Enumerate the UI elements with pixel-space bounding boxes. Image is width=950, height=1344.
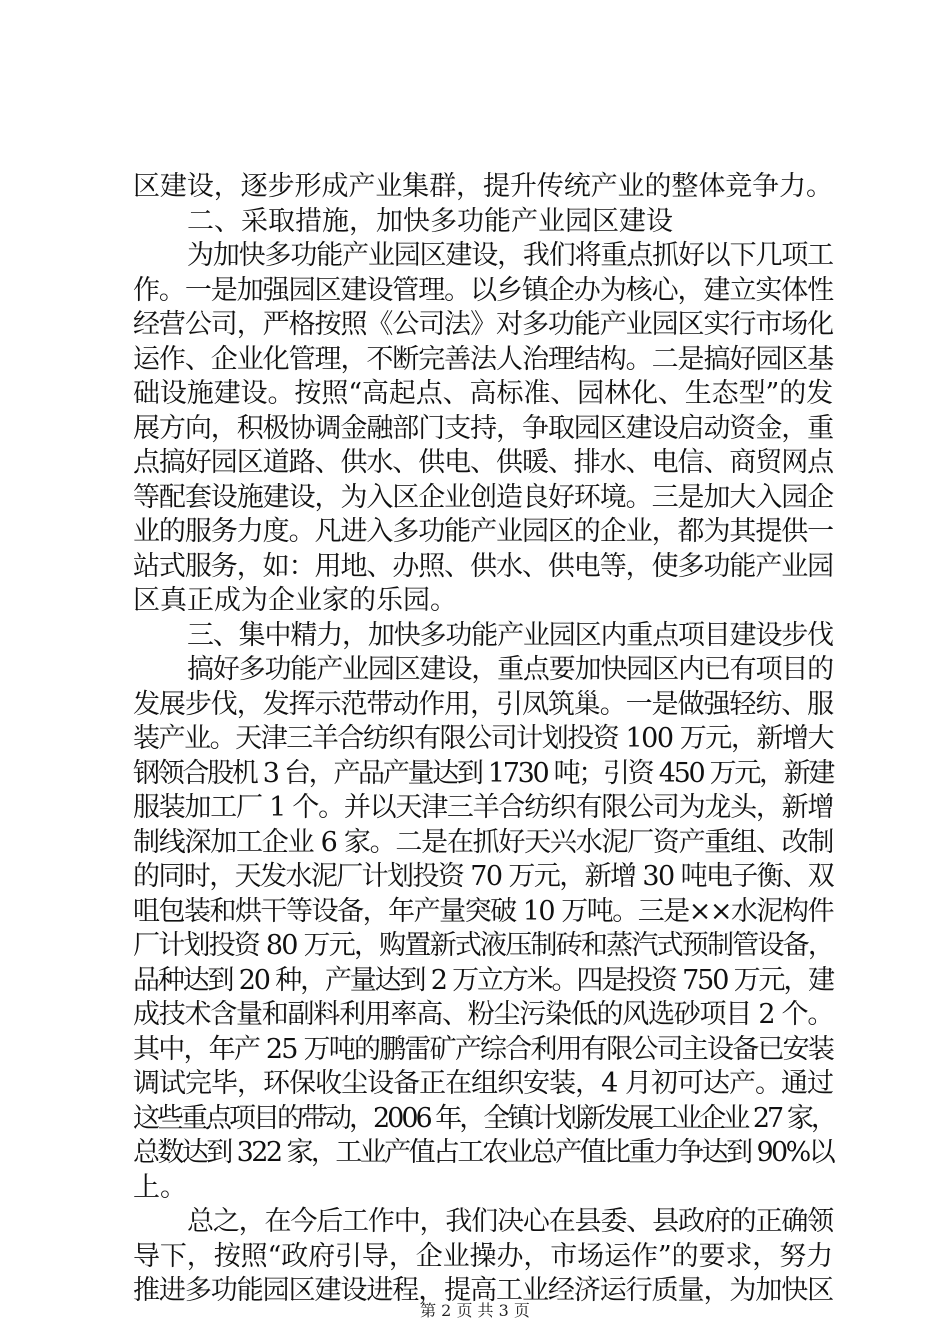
paragraph-line: 搞好多功能产业园区建设，重点要加快园区内已有项目的 (187, 654, 833, 685)
paragraph-line: 站式服务，如：用地、办照、供水、供电等，使多功能产业园 (133, 550, 834, 582)
paragraph-line: 制线深加工企业 6 家。二是在抓好天兴水泥厂资产重组、改制 (133, 826, 834, 858)
paragraph-line: 区建设，逐步形成产业集群，提升传统产业的整体竞争力。 (133, 171, 833, 202)
paragraph-line: 推进多功能园区建设进程，提高工业经济运行质量，为加快区 (133, 1275, 834, 1306)
paragraph-line: 业的服务力度。凡进入多功能产业园区的企业，都为其提供一 (133, 516, 834, 547)
paragraph-line: 咀包装和烘干等设备，年产量突破 10 万吨。三是××水泥构件 (133, 895, 834, 927)
paragraph-line: 导下，按照“政府引导，企业操办，市场运作”的要求，努力 (133, 1240, 833, 1272)
paragraph-line: 区真正成为企业家的乐园。 (133, 585, 457, 616)
paragraph-line: 的同时，天发水泥厂计划投资 70 万元，新增 30 吨电子衡、双 (133, 861, 833, 892)
paragraph-line: 点搞好园区道路、供水、供电、供暖、排水、电信、商贸网点 (133, 447, 834, 478)
paragraph-line: 总数达到 322 家，工业产值占工农业总产值比重力争达到 90%以 (133, 1137, 834, 1168)
paragraph-line: 运作、企业化管理，不断完善法人治理结构。二是搞好园区基 (133, 343, 834, 375)
page-number-footer: 第 2 页 共 3 页 (420, 1301, 530, 1320)
paragraph-line: 展方向，积极协调金融部门支持，争取园区建设启动资金，重 (133, 412, 834, 444)
paragraph-line: 总之，在今后工作中，我们决心在县委、县政府的正确领 (187, 1206, 833, 1237)
document-body (133, 170, 833, 1309)
paragraph-line: 品种达到 20 种，产量达到 2 万立方米。四是投资 750 万元，建 (133, 964, 833, 996)
paragraph-line: 成技术含量和副料利用率高、粉尘污染低的风选砂项目 2 个。 (133, 999, 834, 1030)
paragraph-line: 等配套设施建设，为入区企业创造良好环境。三是加大入园企 (133, 481, 834, 513)
paragraph-line: 础设施建设。按照“高起点、高标准、园林化、生态型”的发 (133, 378, 833, 409)
paragraph-line: 发展步伐，发挥示范带动作用，引凤筑巢。一是做强轻纺、服 (133, 688, 834, 720)
section-heading: 二、采取措施，加快多功能产业园区建设 (187, 205, 673, 237)
paragraph-line: 为加快多功能产业园区建设，我们将重点抓好以下几项工 (187, 240, 833, 271)
paragraph-line: 这些重点项目的带动，2006 年，全镇计划新发展工业企业 27 家， (133, 1102, 835, 1134)
paragraph-line: 作。一是加强园区建设管理。以乡镇企办为核心，建立实体性 (133, 274, 834, 306)
paragraph-line: 其中，年产 25 万吨的鹏雷矿产综合利用有限公司主设备已安装 (133, 1033, 834, 1065)
paragraph-line: 上。 (133, 1171, 187, 1203)
paragraph-line: 钢领合股机 3 台，产品产量达到 1730 吨；引资 450 万元，新建 (133, 757, 834, 789)
paragraph-line: 调试完毕，环保收尘设备正在组织安装，4 月初可达产。通过 (133, 1068, 834, 1099)
paragraph-line: 服装加工厂 1 个。并以天津三羊合纺织有限公司为龙头，新增 (133, 792, 834, 823)
section-heading: 三、集中精力，加快多功能产业园区内重点项目建设步伐 (187, 619, 833, 651)
paragraph-line: 厂计划投资 80 万元，购置新式液压制砖和蒸汽式预制管设备， (133, 930, 834, 961)
paragraph-line: 经营公司，严格按照《公司法》对多功能产业园区实行市场化 (133, 309, 834, 340)
paragraph-line: 装产业。天津三羊合纺织有限公司计划投资 100 万元，新增大 (133, 723, 833, 754)
